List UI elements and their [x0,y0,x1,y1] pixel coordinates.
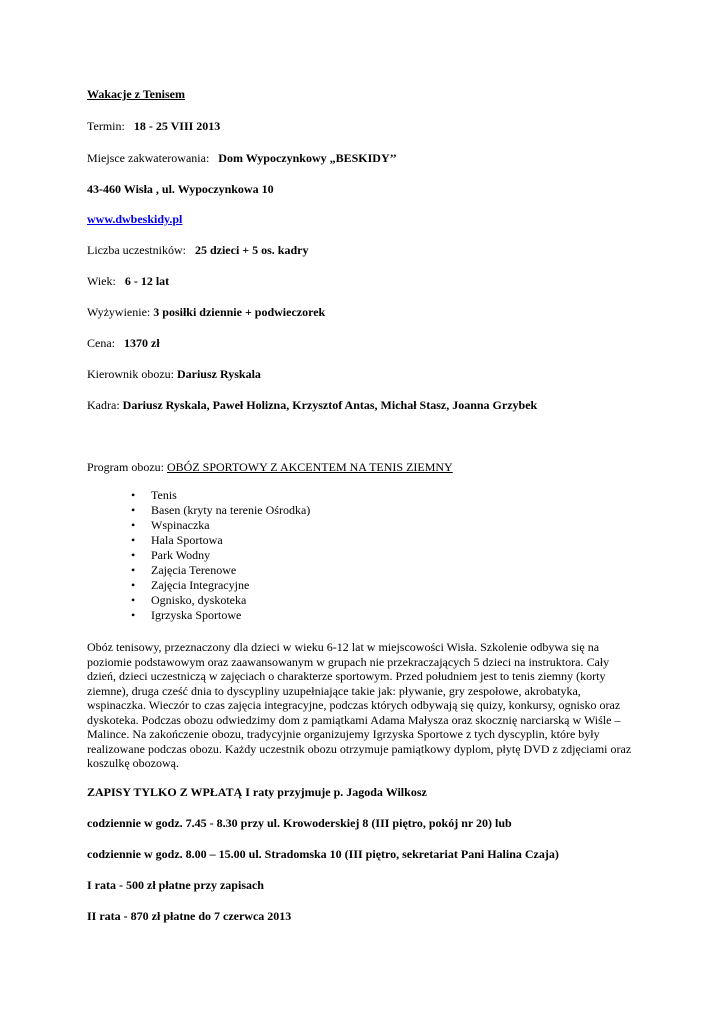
miejsce-label: Miejsce zakwaterowania: [87,151,210,165]
list-item [87,608,310,623]
list-item [87,518,310,533]
kadra-label: Kadra: [87,398,120,412]
wyzywienie-line [87,305,325,319]
miejsce-line [87,151,397,165]
cena-label: Cena: [87,336,115,350]
bullet-icon: • [131,608,136,622]
bullet-icon: • [131,518,136,532]
description-line: realizowane podczas obozu. Każdy uczestnik obozu otrzymuje pamiątkowy dyplom, płytę DVD z zdjęciami oraz [87,741,632,756]
program-list [87,488,310,623]
bullet-icon: • [131,563,136,577]
bullet-icon: • [131,548,136,562]
rata-line-1: I rata - 500 zł płatne przy zapisach [87,878,264,892]
list-item-label: Zajęcia Terenowe [151,563,237,577]
description-line: Obóz tenisowy, przeznaczony dla dzieci w wieku 6-12 lat w miejscowości Wisła. Szkolenie odbywa się na [87,640,600,654]
termin-line [87,119,220,133]
rata-line-2: II rata - 870 zł płatne do 7 czerwca 2013 [87,909,292,923]
list-item [87,578,310,593]
description-line: wspinaczka. Wieczór to czas zajęcia integracyjne, podczas których odbywają się quizy, konkursy, ognisko oraz [87,698,621,712]
termin-label: Termin: [87,119,125,133]
kierownik-value: Dariusz Ryskala [176,367,261,381]
bullet-icon: • [131,578,136,592]
list-item-label: Basen (kryty na terenie Ośrodka) [151,503,311,517]
program-value: OBÓZ SPORTOWY Z AKCENTEM NA TENIS ZIEMNY [167,460,453,474]
bullet-icon: • [131,593,136,607]
kadra-value: Dariusz Ryskala, Paweł Holizna, Krzysztof Antas, Michał Stasz, Joanna Grzybek [122,398,538,412]
uczestnicy-value: 25 dzieci + 5 os. kadry [194,243,309,257]
description-line: dyskoteka. Podczas obozu odwiedzimy dom z pamiątkami Adama Małysza oraz skocznię narciarską w Wiśle – [87,712,621,727]
kadra-line [87,398,537,412]
list-item [87,488,310,503]
description-line: ziemne), druga cześć dnia to dyscypliny uzupełniające takie jak: pływanie, gry zespołowe, akrobatyka, [87,683,581,698]
termin-value: 18 - 25 VIII 2013 [133,119,221,133]
website-link[interactable]: www.dwbeskidy.pl [87,212,183,226]
list-item-label: Ognisko, dyskoteka [151,593,247,607]
description-line: poziomie podstawowym oraz zaawansowanym w grupach nie przekraczających 5 dzieci na instruktora. Cały [87,654,610,669]
wyzywienie-value: 3 posiłki dziennie + podwieczorek [153,305,326,319]
cena-line [87,336,160,350]
list-item [87,593,310,608]
list-item-label: Igrzyska Sportowe [151,608,242,622]
list-item [87,548,310,563]
bullet-icon: • [131,533,136,547]
list-item [87,503,310,518]
description-line: dzień, dzieci uczestniczą w zajęciach o charakterze sportowym. Przed południem jest to tenis ziemny (korty [87,669,606,683]
list-item-label: Tenis [151,488,177,502]
list-item [87,563,310,578]
kierownik-label: Kierownik obozu: [87,367,174,381]
list-item [87,533,310,548]
program-line [87,460,453,474]
bullet-icon: • [131,503,136,517]
wyzywienie-label: Wyżywienie: [87,305,151,319]
uczestnicy-label: Liczba uczestników: [87,243,186,257]
wiek-line [87,274,169,288]
wiek-label: Wiek: [87,274,116,288]
description-paragraph [87,640,647,771]
website-line [87,212,182,226]
list-item-label: Zajęcia Integracyjne [151,578,250,592]
description-line: koszulkę obozową. [87,756,179,770]
godziny-line-2: codziennie w godz. 8.00 – 15.00 ul. Stradomska 10 (III piętro, sekretariat Pani Halina Czaja) [87,847,559,861]
uczestnicy-line [87,243,308,257]
list-item-label: Hala Sportowa [151,533,223,547]
zapisy-line: ZAPISY TYLKO Z WPŁATĄ I raty przyjmuje p. Jagoda Wilkosz [87,785,427,799]
document-title: Wakacje z Tenisem [87,87,185,101]
list-item-label: Park Wodny [151,548,211,562]
program-label: Program obozu: [87,460,164,474]
list-item-label: Wspinaczka [151,518,210,532]
wiek-value: 6 - 12 lat [124,274,170,288]
kierownik-line [87,367,261,381]
address-line: 43-460 Wisła , ul. Wypoczynkowa 10 [87,182,274,196]
bullet-icon: • [131,488,136,502]
cena-value: 1370 zł [124,336,160,350]
description-line: Malince. Na zakończenie obozu, tradycyjnie organizujemy Igrzyska Sportowe z tych dyscyplin, które były [87,727,600,741]
godziny-line-1: codziennie w godz. 7.45 - 8.30 przy ul. Krowoderskiej 8 (III piętro, pokój nr 20) lub [87,816,512,830]
miejsce-value: Dom Wypoczynkowy „BESKIDY’’ [218,151,397,165]
